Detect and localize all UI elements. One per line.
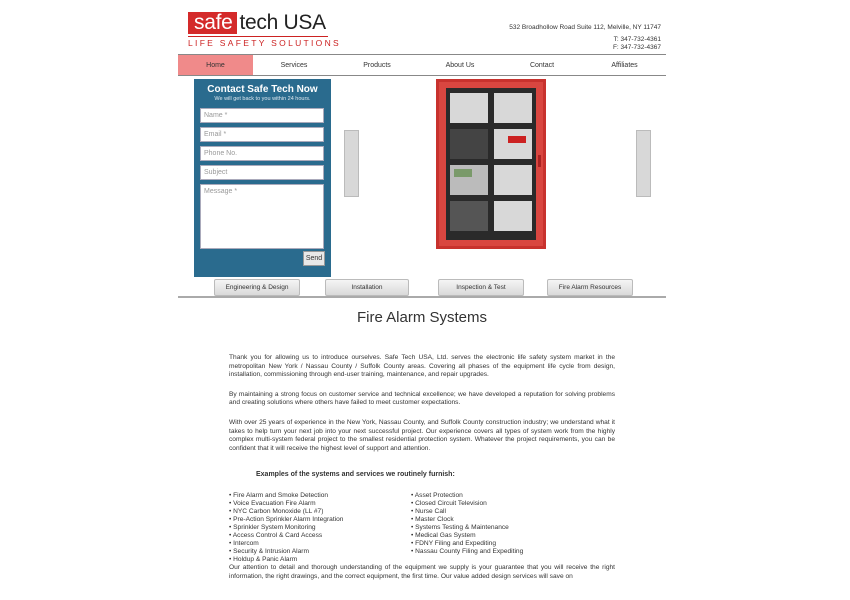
- site-logo[interactable]: [188, 12, 341, 48]
- slider-next-arrow[interactable]: [636, 130, 651, 197]
- main-nav: [178, 54, 666, 76]
- service-button-fire-alarm-resources[interactable]: Fire Alarm Resources: [547, 279, 633, 296]
- main-content: [229, 354, 615, 592]
- list-item: • Asset Protection: [411, 491, 463, 499]
- header-phone: T: 347-732-4361: [613, 36, 661, 43]
- list-item: • Holdup & Panic Alarm: [229, 555, 298, 563]
- message-field[interactable]: Message *: [200, 184, 324, 249]
- service-button-installation[interactable]: Installation: [325, 279, 409, 296]
- logo-tagline: LIFE SAFETY SOLUTIONS: [188, 38, 342, 48]
- examples-left-column: [229, 492, 411, 564]
- list-item: • Nurse Call: [411, 507, 446, 515]
- nav-item-products[interactable]: Products: [363, 61, 391, 69]
- nav-item-services[interactable]: Services: [280, 61, 308, 69]
- list-item: • Security & Intrusion Alarm: [229, 547, 309, 555]
- service-button-engineering-design[interactable]: Engineering & Design: [214, 279, 300, 296]
- experience-paragraph: With over 25 years of experience in the New York, Nassau County, and Suffolk County construction industry; we understand what it takes to help turn your next job into your next successful project. Our experience covers all types of system work from the highly complex multi-system federal project to the smallest residential protection system. Whatever the project requirements, you can be confident that it will receive the highest level of support and attention.: [229, 418, 615, 452]
- service-button-inspection-test[interactable]: Inspection & Test: [438, 279, 524, 296]
- logo-tech-text: tech USA: [239, 11, 326, 34]
- contact-form: [194, 79, 331, 277]
- name-field[interactable]: Name *: [200, 108, 324, 123]
- examples-heading: Examples of the systems and services we routinely furnish:: [256, 471, 455, 479]
- services-divider: [178, 296, 666, 298]
- email-field[interactable]: Email *: [200, 127, 324, 142]
- list-item: • Sprinkler System Monitoring: [229, 523, 316, 531]
- list-item: • NYC Carbon Monoxide (LL #7): [229, 507, 324, 515]
- examples-list: [229, 492, 615, 564]
- send-button[interactable]: Send: [303, 251, 325, 266]
- header-contact-numbers: [613, 36, 661, 52]
- examples-right-column: [411, 492, 593, 564]
- page-title: Fire Alarm Systems: [356, 309, 488, 326]
- logo-safe-text: safe: [188, 12, 237, 34]
- list-item: • FDNY Filing and Expediting: [411, 539, 497, 547]
- subject-field[interactable]: Subject: [200, 165, 324, 180]
- list-item: • Intercom: [229, 539, 259, 547]
- phone-field[interactable]: Phone No.: [200, 146, 324, 161]
- reputation-paragraph: By maintaining a strong focus on customer service and technical excellence; we have developed a reputation for solving problems and creating solutions where others have failed to meet customer expectations.: [229, 390, 615, 407]
- fire-alarm-panel-image: [436, 79, 546, 249]
- list-item: • Fire Alarm and Smoke Detection: [229, 491, 329, 499]
- list-item: • Systems Testing & Maintenance: [411, 523, 509, 531]
- intro-paragraph: Thank you for allowing us to introduce ourselves. Safe Tech USA, Ltd. serves the electronic life safety system market in the metropolitan New York / Nassau County / Suffolk County areas. Covering all phases of the equipment life cycle from design, installation, commissioning through end-user training, maintenance, and repair upgrades.: [229, 354, 615, 379]
- contact-form-title: Contact Safe Tech Now: [207, 84, 318, 95]
- header-fax: F: 347-732-4367: [612, 44, 661, 51]
- nav-item-home[interactable]: Home: [178, 55, 253, 75]
- list-item: • Medical Gas System: [411, 531, 476, 539]
- header-address: 532 Broadhollow Road Suite 112, Melville, NY 11747: [509, 24, 661, 31]
- page-container: [178, 0, 666, 600]
- slider-prev-arrow[interactable]: [344, 130, 359, 197]
- list-item: • Nassau County Filing and Expediting: [411, 547, 524, 555]
- nav-item-about-us[interactable]: About Us: [445, 61, 475, 69]
- list-item: • Access Control & Card Access: [229, 531, 323, 539]
- contact-form-subtitle: We will get back to you within 24 hours.: [214, 96, 311, 102]
- list-item: • Closed Circuit Television: [411, 499, 487, 507]
- closing-paragraph: Our attention to detail and thorough understanding of the equipment we supply is your guarantee that you will receive the right information, the right drawings, and the correct equipment, the first time. Our value added design services will save on: [229, 563, 615, 580]
- list-item: • Pre-Action Sprinkler Alarm Integration: [229, 515, 344, 523]
- list-item: • Master Clock: [411, 515, 454, 523]
- nav-item-affiliates[interactable]: Affiliates: [611, 61, 638, 69]
- nav-item-contact[interactable]: Contact: [529, 61, 555, 69]
- logo-divider: [188, 36, 328, 37]
- list-item: • Voice Evacuation Fire Alarm: [229, 499, 316, 507]
